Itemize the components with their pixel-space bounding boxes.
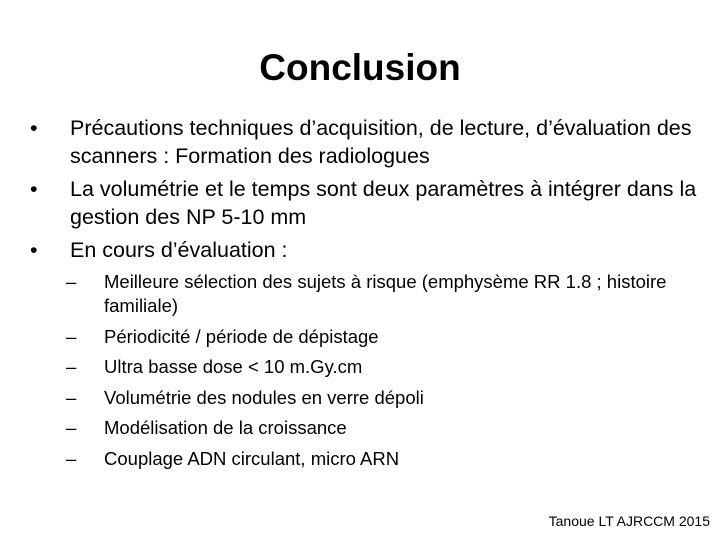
sub-bullet-text: Ultra basse dose < 10 m.Gy.cm <box>104 356 363 377</box>
sub-bullet-text: Modélisation de la croissance <box>104 417 347 438</box>
bullet-text: La volumétrie et le temps sont deux paramètres à intégrer dans la gestion des NP 5-10 mm <box>70 177 697 229</box>
sub-bullet-item <box>66 355 700 379</box>
bullet-marker: • <box>30 177 38 201</box>
sub-bullet-marker: – <box>66 447 77 469</box>
sub-bullet-item <box>66 447 700 471</box>
sub-bullet-item <box>66 270 700 318</box>
sub-bullet-item <box>66 416 700 440</box>
bullet-text: Précautions techniques d’acquisition, de lecture, d’évaluation des scanners : Formation des radiologues <box>70 116 692 168</box>
sub-bullet-text: Couplage ADN circulant, micro ARN <box>104 447 400 469</box>
bullet-item <box>30 114 700 170</box>
sub-bullet-marker: – <box>66 271 77 292</box>
bullet-item <box>30 236 700 471</box>
sub-bullet-marker: – <box>66 325 77 347</box>
sub-bullet-marker: – <box>66 356 77 377</box>
sub-bullet-marker: – <box>66 417 77 438</box>
sub-bullet-text: Périodicité / période de dépistage <box>104 325 379 347</box>
bullet-marker: • <box>30 238 38 262</box>
sub-bullet-text: Volumétrie des nodules en verre dépoli <box>104 386 424 408</box>
slide-title: Conclusion <box>259 47 461 88</box>
sub-bullet-item <box>66 386 700 410</box>
sub-bullet-marker: – <box>66 386 77 408</box>
citation-footer: Tanoue LT AJRCCM 2015 <box>548 513 710 529</box>
sub-bullet-text: Meilleure sélection des sujets à risque (emphysème RR 1.8 ; histoire familiale) <box>104 271 667 316</box>
sub-bullet-item <box>66 325 700 349</box>
bullet-marker: • <box>30 116 38 140</box>
bullet-list <box>30 114 700 477</box>
bullet-text: En cours d’évaluation : <box>70 238 288 262</box>
bullet-item <box>30 175 700 231</box>
sub-bullet-list <box>66 270 700 471</box>
